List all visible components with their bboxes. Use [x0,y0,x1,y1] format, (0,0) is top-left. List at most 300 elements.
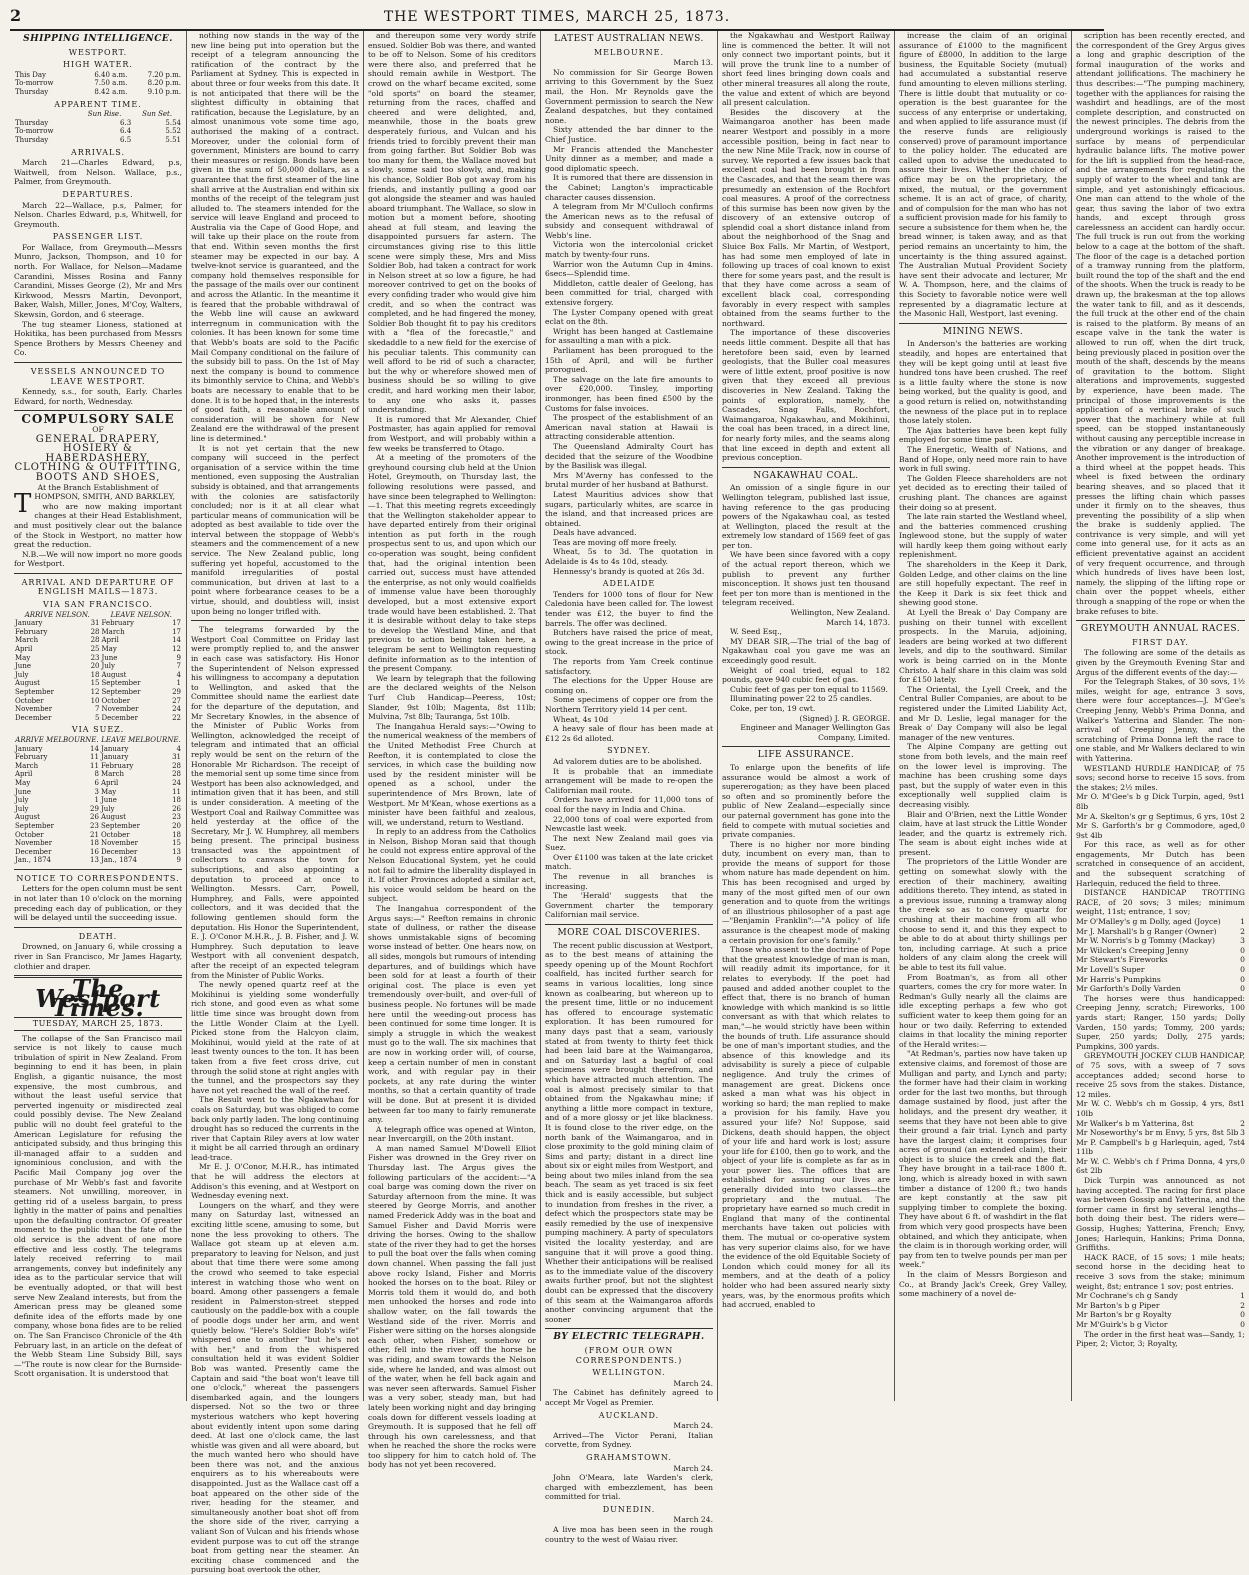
table-cell: September [101,679,141,688]
table-cell: January [100,753,129,762]
table-header-row [14,110,182,119]
column-4 [541,31,718,1544]
col3-para-7: The Inangahua correspondent of the Argus says:—" Reefton remains in chronic state of dullness, or rather the disease shows unmistakable signs of becoming worse instead of better. One hears now, on all sides, mongols but rumours of intending departures, and of buildings which have been sold for at least a fourth of their original cost. The place is even yet tremendously over-built, and over-full of business people. No fortunes will be made here until the weeding-out process has been continued for some time longer. It is simply a struggle in which the weakest must go to the wall. The six machines that are now in working order will, of course, keep a certain number of men in constant work, and with regular pay in their pockets, at any rate during the winter months, so that a certain quantity of trade will be done. But at present it is divided between far too many to fairly remunerate any. [368,904,536,1125]
table-cell: September [15,688,54,696]
table-cell: 9.10 p.m. [147,87,181,96]
table-cell: 8 [94,770,99,779]
col6-para-11: Blair and O'Brien, next the Little Wonder claim, have at last struck the Little Wonder leader, and the quartz is extremely rich. The seam is about eight inches wide at present. [899,809,1067,857]
ad-line-hosiery: HOSIERY & HABERDASHERY, [45,443,151,464]
column-5 [718,31,895,1401]
letter-place: Wellington, New Zealand. [790,608,890,618]
col5-para-5: We have been since favored with a copy of the actual report thereon, which we publish to prevent any further misconception. It shows just ten thousand feet per ton more than is mentioned in the telegram received. [722,550,890,608]
table-cell: 8.20 p.m. [147,79,181,88]
table-cell: 13 [90,856,99,865]
table-cell: 28 [172,770,181,779]
table-cell: February [15,753,48,762]
race-entrant: Mr Barton's br g Royalty [1076,1310,1172,1320]
table-cell: March [15,761,39,770]
ad-nb: N.B.—We will now import no more goods for Westport. [14,549,182,569]
col2-para-1: nothing now stands in the way of the new line being put into operation but the receipt of a telegram announcing the ratification of the contract by the Parliament at Sydney. This is expected in about three or four weeks from this date. It is not anticipated that there will be the slightest difficulty in obtaining that ratification, because the Legislature, by an almost unanimous vote some time ago, authorised the making of a contract. Moreover, under the colonial form of government, Ministers are bound to carry their measures or resign. Bonds have been given in the sum of 50,000 dollars, as a guarantee that the first steamer of the line shall arrive at the Australian end within six months of the receipt of the telegram just alluded to. The steamers intended for the service will leave England and proceed to Australia via the Cape of Good Hope, and will take up their place on the route from that end. Within seven months the first steamer may be expected in our bay. A twelve-knot service is guaranteed, and the company hold themselves responsible for the passage of the mails over our continent and across the Atlantic. In the meantime it is feared that the probable withdrawal of the Webb line will cause an awkward interregnum in communication with the colonies. It has been known for some time that Webb's boats are sold to the Pacific Mail Company conditional on the failure of the subsidy bill to pass. On the 1st of May next the company is bound to commence its bimonthly service to China, and Webb's boats are necessary to enable that to be done. It is to be hoped that, in the interests of good faith, a reasonable amount of consideration will be shown for New Zealand ere the withdrawal of the present line is determined." [191,31,359,443]
table-cell: May [15,653,31,662]
race-placing: 2 [1240,811,1245,821]
notice-heading: NOTICE TO CORRESPONDENTS. [16,873,180,883]
race-placing: 1 [1240,1099,1245,1109]
table-cell: 23 [90,821,99,830]
table-cell: March [15,636,39,645]
col4-para-9: The Lyster Company opened with great eclat on the 8th. [545,307,713,327]
suez-mail-table [14,736,182,865]
page-number: 2 [10,6,22,25]
col4-para-16: Latest Mauritius advices show that sugars, particularly whites, are scarce in the island, and that increased prices are obtained. [545,489,713,528]
col4-para-36: The recent public discussion at Westport, as to the best means of attaining the speedy opening up of the Mount Rochfort coalfield, has incited further search for seams in various localities, long since known as coalbearing, but whereon up to the present time, little or no inducement has offered to encourage systematic exploration. It has been rumoured for many days past that a seam, variously stated at from twenty to thirty feet thick had been laid bare at the Waimangaroa, and on Saturday last a bagful of coal specimens were brought therefrom, and which have attracted much attention. The coal is almost precisely similar to that obtained from the Ngakawhau mine; if anything a little more compact in texture, and of a more glossy or jet like blackness. It is found close to the river edge, on the north bank of the Waimangaroa, and in close proximity to the gold mining claim of Sims and party; distant in a direct line about six or eight miles from Westport, and being about two miles inland from the sea beach. The seam as yet traced is six feet thick and is easily accessible, but subject to inundation from freshes in the river, a defect which the prospectors state may be easily remedied by the use of inexpensive pumping machinery. A party of speculators visited the locality yesterday, and are sanguine that it will prove a good thing. Whether their anticipations will be realised as to the immediate value of the discovery awaits further proof, but not the slightest doubt can be expressed that the discovery of this seam at the Waimangaroa affords another convincing argument that the sooner [545,940,713,1324]
col6-para-9: The Oriental, the Lyell Creek, and the Central Buller Companies, are about to be registered under the Limited Liability Act, and Mr D. Leslie, legal manager for the Break o' Day Company will also be legal manager of the new ventures. [899,684,1067,742]
col4-para-7: Warrior won the Autumn Cup in 4mins. 6secs—Splendid time. [545,259,713,279]
race-result-row [1076,1128,1245,1138]
first-day-heading: FIRST DAY. [1132,637,1189,647]
col4-para-28: Ad valorem duties are to be abolished. [553,756,702,766]
col4-para-18: Teas are moving off more freely. [553,537,677,547]
race-placing: 2 [1240,926,1245,936]
table-cell: April [15,770,33,779]
table-cell: 6 [94,778,99,787]
table-cell: 31 [90,619,100,628]
col7-para-6: DISTANCE HANDICAP TROTTING RACE, of 20 sovs; 3 miles; minimum weight, 11st; entrance, 1 sov; [1076,888,1245,917]
table-cell: 10 [90,696,100,705]
race-placing: 0 [1240,1310,1245,1320]
grahamstown-text: John O'Meara, late Warden's clerk, charged with embezzlement, has been committed for trial. [545,1473,713,1502]
trotting-results [1076,917,1245,994]
col5-para-1: the Ngakawhau and Westport Railway line is commenced the better. It will not only connect two important points, but it will prove the trunk line to a number of short feed lines bringing down coals and other mineral treasures all along the route, the value and extent of which are beyond all present calculation. [722,31,890,108]
sf-mail-row [14,645,182,654]
race-entrant: Mr Garforth's Dolly Varden [1076,984,1181,994]
tug-text: The tug steamer Lioness, stationed at Hokitika, has been purchased from Messrs Spence Brothers by Messrs Cheeney and Co. [14,319,182,358]
col4-para-15: Mrs M'Averny has confessed to the brutal murder of her husband at Bathurst. [545,470,713,490]
col4-para-20: Hennessy's brandy is quoted at 26s 3d. [553,566,705,576]
table-cell: 20 [172,821,181,830]
via-suez-heading: VIA SUEZ. [71,725,125,735]
table-cell: May [100,787,117,796]
tide-row [14,71,182,80]
col7-para-9: Dick Turpin was announced as not having accepted. The racing for first place was between Gossip and Yatterina, and the former came in first by several lengths—both doing their best. The riders were—Gossip, Hughes; Yatterina, French; Envy, Jones; Harlequin, Hankins; Prima Donna, Griffiths. [1076,1176,1245,1253]
column-6 [895,31,1072,1401]
table-cell: 28 [90,636,100,645]
table-cell: September [101,688,141,696]
suez-mail-row [14,770,182,779]
race-placing: 3 [1240,1128,1245,1138]
table-cell: 11 [172,787,181,796]
table-cell: 6.40 a.m. [94,70,128,79]
col4-para-33: Over £1100 was taken at the late cricket match. [545,852,713,872]
mining-news-heading: MINING NEWS. [942,326,1024,337]
col4-para-1: No commission for Sir George Bowen arriving to this Government by the Suez mail, the Hon. Mr Reynolds gave the Government permission to search the New Zealand despatches, but they contained none. [545,67,713,125]
jockey-club-results [1076,1099,1245,1176]
dunedin-heading: DUNEDIN. [602,1504,656,1514]
mails-heading: ARRIVAL AND DEPARTURE OF ENGLISH MAILS—1873. [21,577,175,597]
col6-para-2: In Anderson's the batteries are working steadily, and hopes are entertained that they will be kept going until at least five hundred tons have been crushed. The reef is a little faulty where the stone is now being worked, but the quality is good, and a good return is relied on, notwithstanding the newness of the place put in to replace those lately stolen. [899,339,1067,426]
table-cell: 22 [172,713,181,722]
dunedin-date: March 24. [673,1515,713,1525]
suez-mail-row [14,796,182,805]
race-entrant: Mr J. Marshall's b g Ranger (Owner) [1076,926,1217,936]
race-placing: 0 [1240,955,1245,965]
wellington-heading: WELLINGTON. [592,1368,666,1378]
race-result-row [1076,927,1245,937]
table-cell: 25 [90,645,100,654]
table-cell: 24 [172,705,181,714]
col4-para-4: It is rumored that there are dissension in the Cabinet; Langton's impracticable character causes dissension. [545,173,713,202]
sf-mail-row [14,705,182,714]
table-cell: November [101,705,139,714]
arrivals-text: March 21—Charles Edward, p.s, Waitwell, from Nelson. Wallace, p.s., Palmer, from Greymouth. [14,158,182,187]
departures-heading: DEPARTURES. [62,189,134,199]
leader-text: The collapse of the San Francisco mail service is not likely to cause much tribulation of spirit in New Zealand. From beginning to end it has been, in plain English, a gigantic nuisance, the most expensive, the most cumbrous, and without the least useful service that perverted ingenuity or misdirected zeal could possibly devise. The New Zealand public will no doubt feel grateful to the American Legislature for refusing the anticipated subsidy, and thus bringing this ill-managed affair to a sudden and ignominious conclusion, and with the Pacific Mail Company jog over the purchase of Mr Webb's fast and favorite steamers. Not unwilling, moreover, in getting rid of a useless bargain, to press lightly in the matter of pains and penalties upon the defaulting contractor. Of greater moment to the public than the fate of the old service is the advent of one more effective and less costly. The telegrams lately received referring to mail arrangements, convey but indefinitely any idea as to the particular service that will be eventually adopted, or that will best serve New Zealand interests, but from the American press may be gleaned some definite idea of the efforts made by one company, whose bona fides are to be relied on. The San Francisco Chronicle of the 4th February last, in an article on the defeat of the Webb Steam Line Subsidy Bill, says—"The route is now clear for the Burnside-Scott organisation. It is understood that [14,1033,182,1379]
ad-firm: THOMPSON, SMITH, AND BARKLEY, [14,489,176,520]
suez-mail-row [14,813,182,822]
col5-para-3: The importance of these discoveries needs little comment. Despite all that has heretofore been said, even by learned geologists, that the Buller coal measures were of little extent, proof positive is now given that they exceed all previous discoveries in New Zealand. Taking the points of exploration, namely, the Cascades, Snag Falls, Rochfort, Waimangaroa, Ngakawhau, and Mokihinui, the coal has been traced, in a direct line, for nearly forty miles, and the seams along that line exceed in depth and extent all previous conception. [722,328,890,463]
table-cell: 3 [94,787,99,796]
death-heading: DEATH. [78,931,118,941]
port-heading: WESTPORT. [68,47,128,57]
tide-row [14,79,182,88]
table-cell: 1 [176,679,181,688]
col4-para-13: The prospect of the establishment of an American naval station at Hawaii is attracting considerable attention. [545,413,713,442]
col5-para-12: There is no higher nor more binding duty, incumbent on every man, than to provide the means of support for those whom nature has made dependent on him. This has been recognised and urged by many of the most gifted men of our own generation and to quote from the writings of an illustrious philosopher of a past age—"Benjamin Franklin":—"A policy of life assurance is the cheapest mode of making a certain provision for one's family." [722,839,890,945]
table-cell: 29 [90,804,99,813]
col4-para-21: Tenders for 1000 tons of flour for New Caledonia have been called for. The lowest tender was £12, the buyer to find the barrels. The offer was declined. [545,589,713,628]
table-cell: June [101,653,118,662]
table-cell: 8.42 a.m. [94,87,128,96]
table-cell: March [100,770,125,779]
col4-para-3: Mr Francis attended the Manchester Unity dinner as a member, and made a good diplomatic speech. [545,144,713,173]
col6-para-15: In the claim of Messrs Borgieson and Co., at Brandy Jack's Creek, Grey Valley, some machinery of a novel de- [899,1270,1067,1299]
table-cell: October [15,696,44,705]
sun-row [14,127,182,136]
column-3 [364,31,541,1470]
col7-para-1: scription has been recently erected, and the correspondent of the Grey Argus gives a long and graphic description of the formal inauguration of the works and attendant jollifications. The machinery he thus describes:—"The pumping machinery, together with the appliances for raising the washdirt and headlings, are of the most complete description, and constructed on the newest principles. The debris from the underground workings is raised to the surface by means of perpendicular hydraulic balance lifts. The motive power for the lift is supplied from the head-race, and the arrangements for regulating the supply of water to the wheel and tank are simple, and yet astonishingly efficacious. One man can attend to the whole of the gear, thus saving the labor of two extra hands, and except through gross carelessness an accident can hardly occur. The full truck is run out from the working below to a cage at the bottom of the shaft. The floor of the cage is a detached portion of a tramway running from the platform, built round the top of the shaft and the end of the shoots. When the truck is ready to be drawn up, the brakesman at the top allows the water tank to fill, and as it descends, the full truck at the other end of the chain is raised to the platform. By means of an escape valve in the tank the water is allowed to run off, when the dirt truck, being previously placed in position over the mouth of the shaft, descends by the means of gravitation to the bottom. Slight alterations and improvements, suggested by experience, have been made. The principal of those improvements is the application of a vertical brake of such power that the machinery while at full speed, can be stopped instantaneously without causing any perceptible increase in the vibration or any danger of breakage. Another improvement is the introduction of a third wheel at the poppet heads. This wheel is fixed between the ordinary bearing sheaves, and so placed that it presses the lifting chain which passes under it firmly on to the sheaves, thus preventing the possibility of a slip when the brake is suddenly applied. The contrivance is very simple, and will yet come into general use, for it acts as an efficient preventative against an accident of very frequent occurrence, and through which hundreds of lives have been lost, namely, the slipping of the lifting rope or chain over the poppet wheels, either through a snapping of the rope or when the brake refuses to bite. [1076,31,1245,616]
col4-para-34: The revenue in all branches is increasing. [545,872,713,891]
sf-mail-row [14,697,182,706]
col4-para-24: The elections for the Upper House are coming on. [545,676,713,695]
col3-para-1: and thereupon some very wordy strife ensued. Soldier Bob was there, and wanted to be off to Nelson. Some of his creditors were there also, and preferred that he should remain awhile in Westport. The crowd on the wharf became excited, some "old sports" on board the steamer, returning from the races, chaffed and cheered and were delighted, and, meanwhile, those in the boats grew desperately furious, and Vulcan and his friends tried to forcibly prevent their man from going farther. But Soldier Bob was too many for them, the Wallace moved but slowly, some said too slowly, and, making his chance, Soldier Bob got away from his friends, and instantly pulling a good oar got alongside the steamer and was hauled aboard triumphant. The Wallace, so slow in motion but a moment before, shooting ahead at full steam, and leaving the disappointed pursuers far astern. The circumstances giving rise to this little scene were simply these, Mrs and Miss Soldier Bob, had taken a contract for work in Nelson street at so low a figure, he had moreover contrived to get on the books of every confiding trader who would give him credit, and so when the contract was completed, and he had fingered the money, Soldier Bob thought fit to pay his creditors with a "flea of the forecastle," and skedaddle to a new field for the exercise of his peculiar talents. This community can well afford to be rid of such a character, but the why or wherefore showed men of business should be so willing to give credit, and hard working men their labor, to any one who asks it, passes understanding. [368,31,536,415]
hack-race-results [1076,1291,1245,1329]
table-cell: May [15,778,31,787]
table-cell: April [15,645,33,654]
table-cell: 11 [90,753,99,762]
table-cell: August [100,813,126,822]
col4-para-30: Orders have arrived for 11,000 tons of coal for the navy in India and China. [545,795,713,814]
wellington-text: The Cabinet has definitely agreed to accept Mr Vogel as Premier. [545,1388,713,1407]
shipping-heading: SHIPPING INTELLIGENCE. [23,34,173,44]
table-cell: March [101,627,125,636]
table-cell: September [15,821,54,830]
table-cell: October [100,830,130,839]
race-entrant: Mr Lovell's Super [1076,965,1145,974]
table-cell: 20 [90,662,100,671]
table-cell: September [100,821,140,830]
col6-para-4: The Energetic, Wealth of Nations, and Band of Hope, only need more rain to have work in full swing. [899,444,1067,474]
table-cell: August [101,670,127,679]
race-placing: 3 [1240,936,1245,946]
race-result-row [1076,792,1245,811]
paper-title: The Westport Times. [35,974,161,1023]
col3-para-4: We learn by telegraph that the following are the declared weights of the Nelson Turf Club Handicap—Peeress, 10st; Slander, 9st 10lb; Magenta, 8st 11lb; Mulvina, 7st 8lb; Tauranga, 5st 10lb. [368,673,536,722]
sf-mail-row [14,654,182,663]
col7-para-7: The horses were thus handicapped: Creeping Jenny, scratch; Fireworks, 100 yards start; Ranger, 150 yards; Dolly Varden, 150 yards; Tommy, 200 yards; Super, 250 yards; Dolly, 275 yards; Pumpkins, 300 yards. [1076,993,1245,1051]
column-7 [1072,31,1249,1401]
via-sf-heading: VIA SAN FRANCISCO. [43,600,153,610]
race-placing: 4 [1240,1137,1245,1147]
table-cell: Thursday [15,135,49,144]
ad-line-drapery: GENERAL DRAPERY, [35,433,161,445]
sf-mail-row [14,662,182,671]
table-cell: 24 [172,778,181,787]
col3-para-9: A man named Samuel M'Dowell Elliot Fisher was drowned in the Grey river on Thursday last. The Argus gives the following particulars of the accident:—"A coal barge was coming down the river on Saturday afternoon from the mine. It was steered by George Morris, and another named Frederick Addy was in the boat and Samuel Fisher and David Morris were driving the horses. Owing to the shallow state of the river they had to get the horses to pull the boat over the falls when coming down channel. When passing the fall just above rocky Island, Fisher and Morris hooked the horses on to the boat. Riley or Morris told them it would do, and both men unhooked the horses and rode into shallow water, on the fall towards the Westland side of the river. Morris and Fisher were sitting on the horses alongside each other, when Fisher, somehow or other, fell into the river off the horse he was riding, and swam towards the Nelson side, where he landed, and was almost out of the water, when he fell back again and was never seen afterwards. Samuel Fisher was a very sober, steady man, but had lately been working night and day bringing coals down for different vessels loading at Greymouth. It is supposed that he fell off through his own carelessness, and that when he reached the shore the rocks were too slippery for him to catch hold of. The body has not yet been recovered. [368,1143,536,1470]
table-cell: 5.54 [165,118,181,127]
race-entrant: Mr Noseworthy's br m Envy, 5 yrs, 8st 5lb [1076,1128,1239,1138]
table-cell: 11 [90,761,99,770]
race-placing: 0 [1240,965,1245,974]
col4-para-22: Butchers have raised the price of meat, owing to the great increase in the price of stock. [545,628,713,657]
race-result-row [1076,965,1245,975]
col4-para-27: A heavy sale of flour has been made at £12 2s 6d alloted. [545,724,713,743]
race-result-row [1076,936,1245,946]
passenger-text: For Wallace, from Greymouth—Messrs Munro, Jackson, Thompson, and 10 for north. For Wallace, for Nelson—Madame Carandini, Misses Rosina and Fanny Carandini, Misses George (2), Mr and Mrs Kirkwood, Messrs Martin, Devonport, Baker, Walsh, Miller, Jones, M'Coy, Walters, Skewsin, Gordon, and 6 steerage. [14,242,182,320]
apparent-time-heading: APPARENT TIME. [54,99,142,109]
table-cell: January [15,744,43,753]
auckland-heading: AUCKLAND. [598,1410,660,1420]
table-cell: 7.20 p.m. [147,70,181,79]
table-cell: February [100,761,134,770]
col5-para-4: An omission of a single figure in our Wellington telegram, published last issue, having reference to the gas producing powers of the Ngakawhau coal, as tested at Wellington, placed the result at the extremely low standard of 1569 feet of gas per ton. [722,483,890,550]
suez-mail-row [14,753,182,762]
race-result-row [1076,1119,1245,1129]
table-cell: February [15,627,48,636]
ad-of: OF [92,424,104,434]
col4-para-26: Wheat, 4s 10d [553,714,609,724]
departures-text: March 22—Wallace, p.s, Palmer, for Nelson. Charles Edward, p.s, Whitwell, for Greymouth. [14,200,182,229]
races-heading: GREYMOUTH ANNUAL RACES. [1080,624,1241,635]
race-result-row [1076,1099,1245,1118]
auckland-date: March 24. [673,1421,713,1431]
table-cell: June [15,662,31,671]
table-cell: January [100,744,129,753]
col7-para-10: HACK RACE, of 15 sovs; 1 mile heats; second horse in the deciding heat to receive 3 sovs from the stake; minimum weight, 8st; entrance 1 sov; post entries. [1076,1252,1245,1291]
table-cell: 5.52 [165,127,181,136]
col7-para-5: For this race, as well as for other engagements, Mr Dutch has been scratched in consequence of an accident, and the subsequent scratching of Harlequin, reduced the field to three. [1076,840,1245,888]
col6-para-1: increase the claim of an original assurance of £1000 to the magnificent figure of £8000, In addition to the large business, the Equitable Society (mutual) had accumulated a substantial reserve fund amounting to eleven millions sterling. There is little doubt that mutuality or co-operation is the best guarantee for the success of any enterprise or undertaking, and when applied to life assurance must (if the reserve funds are religiously conserved) prove of paramount importance to the policy holder. The educated are called upon to advise the uneducated to assure their lives. Whether the choice of office may be on the proprietary, the mixed, the mutual, or the government scheme. It is an act of grace, of charity, and of compulsion for the man who has not a sufficient provision made for his family to secure a subsistence for them when he, the bread winner, is taken away, and as that period remains an uncertainty to him, the uncertainty is the thing assured against. The Australian Mutual Provident Society have sent their advocate and lecturer, Mr W. A. Thompson, here, and the claims of this Society to favorable notice were well represented by a diagramatic lecture at the Masonic Hall, Westport, last evening. [899,31,1067,319]
race-placing: 1 [1240,917,1245,927]
table-cell: 9 [176,856,181,865]
sf-mail-row [14,636,182,645]
table-cell: 15 [172,839,181,848]
table-header-cell: ARRIVE MELBOURNE. [15,735,99,744]
race-entrant: Mr Barton's b g Piper [1076,1300,1160,1310]
col6-para-7: The shareholders in the Keep it Dark, Golden Ledge, and other claims on the line are still hopefully expectant. The reef in the Keep it Dark is six feet thick and shewing good stone. [899,560,1067,608]
table-cell: 6.4 [120,127,132,136]
table-cell: July [15,804,29,813]
col6-para-13: From Boatman's, as from all other quarters, comes the cry for more water. In Redman's Gully nearly all the claims are idle excepting perhaps a few who got sufficient water to keep them going for an hour or two daily. Referring to extended claims in that locality the mining reporter of the Herald writes:— [899,972,1067,1049]
letter-date: March 14, 1873. [826,617,890,627]
race-result-row [1076,812,1245,822]
race-entrant: Mr Cochrane's ch g Sandy [1076,1291,1178,1301]
tide-table [14,71,182,97]
table-cell: June [15,787,31,796]
table-cell: To-morrow [15,127,54,136]
suez-mail-row [14,839,182,848]
table-cell: 7 [176,662,181,671]
race-placing: 0 [1240,974,1245,984]
col7-para-3: For the Telegraph Stakes, of 30 sovs, 1½ miles, weight for age, entrance 3 sovs, there were four acceptances—J. M'Gee's Creeping Jenny, Webb's Prima Donna, and Walker's Yatterina and Slander. The non-arrival of Creeping Jenny, and the scratching of Prima Donna left the race to one stable, and Mr Walkers declared to win with Yatterina. [1076,677,1245,763]
wellington-date: March 24. [673,1378,713,1388]
table-cell: 6.5 [120,135,132,144]
col5-para-10: Coke, per ton, 19 cwt. [730,703,816,713]
dunedin-text: A live moa has been seen in the rough country to the west of Waiau river. [545,1525,713,1544]
table-cell: 27 [172,696,181,705]
table-cell: December [15,713,52,722]
table-cell: 4 [176,744,181,753]
race-placing: 0 [1240,945,1245,955]
sf-mail-row [14,714,182,723]
arrivals-heading: ARRIVALS. [70,147,126,157]
table-cell: November [15,839,53,848]
sydney-heading: SYDNEY. [607,746,651,756]
auckland-text: Arrived—The Victor Perani, Italian corvette, from Sydney. [545,1430,713,1450]
col4-para-29: It is probable that an immediate arrangement will be made to re-open the Californian mail route. [545,766,713,795]
col6-para-8: At Lyell the Break o' Day Company are pushing on their tunnel with excellent prospects. In the Maruia, adjoining, leaders are being worked at two different levels, and dip to the southward. Similar work is being carried on in the Monte Christo. A half share in this claim was sold for £150 lately. [899,608,1067,685]
grahamstown-heading: GRAHAMSTOWN. [586,1452,672,1462]
table-cell: 17 [172,627,181,636]
adelaide-heading: ADELAIDE [602,579,656,589]
table-cell: August [15,679,40,688]
col2-para-6: Mr E. J. O'Conor, M.H.R., has intimated that he will address the electors at Addison's this evening, and at Westport on Wednesday evening next. [191,1162,359,1201]
sf-mail-row [14,628,182,637]
race-placing: 0 [1240,1319,1245,1329]
col5-para-9: Illuminating power 22 to 25 candles. [730,694,872,704]
col5-para-11: To enlarge upon the benefits of life assurance would be almost a work of supererogation; as they have been placed so often and so prominently before the public of New Zealand—especially since our paternal government has gone into the field to compete with mutual societies and private companies. [722,762,890,840]
col3-para-2: It is rumored that Mr Alexander, Chief Postmaster, has again applied for removal from Westport, and will probably within a few weeks be transferred to Otago. [368,414,536,453]
col4-para-23: The reports from Yam Creek continue satisfactory. [545,657,713,676]
col4-para-35: The 'Herald' suggests that the Government charter the temporary Californian mail service. [545,891,713,920]
col2-para-5: The Result went to the Ngakawhau for coals on Saturday, but was obliged to come back only partly laden. The long continuing drought has so reduced the currents in the river that Captain Riley avers at low water it might be all carried through an ordinary lead-trace. [191,1095,359,1162]
table-header-cell: ARRIVE NELSON. [24,610,90,619]
table-cell: 29 [172,688,181,696]
table-cell: November [100,839,138,848]
table-cell: April [101,636,119,645]
table-cell: May [101,645,117,654]
table-cell: Thursday [15,118,49,127]
col3-para-5: The Inangahua Herald says:—"Owing to the numerical weakness of the members of the United Methodist Free Church at Reefton, it is contemplated to close the services, in which case the building now used by the resident minister will be opened as a school, under the superintendence of Mrs Brown, late of Westport. Mr M'Kean, whose exertions as a minister have been faithful and zealous, will, we understand, return to Westland. [368,721,536,827]
table-cell: 5.51 [165,135,181,144]
table-cell: October [101,696,131,705]
race-entrant: Mr S. Garforth's br g Commodore, aged, 9st 4lb [1076,821,1241,840]
suez-mail-row [14,762,182,771]
sf-mail-row [14,688,182,697]
suez-mail-row [14,779,182,788]
table-cell: 15 [90,679,100,688]
suez-mail-row [14,788,182,797]
table-cell: To-morrow [15,79,54,88]
table-cell: August [15,813,40,822]
table-cell: This Day [15,70,46,79]
race-result-row [1076,917,1245,927]
col3-para-3: At a meeting of the promoters of the greyhound coursing club held at the Union Hotel, Greymouth, on Thursday last, the following resolutions were passed, and have since been telegraphed to Wellington:—1. That this meeting regrets exceedingly that the Wellington stakeholder appear to have departed entirely from their original intention as put forth in the rough prospectus sent to us, and upon which our co-operation was sought, being confident that, had the original intention been carried out, success must have attended the enterprise, as not only would coalfields of immense value have been thoroughly developed, but a most extensive export trade would have been established. 2. That it is desirable without delay to take steps to develop the Westland Mine, and that previous to action being taken here, a telegram be sent to Wellington requesting definite information as to the intention of the present Company. [368,453,536,674]
table-cell: December [15,847,52,856]
col7-para-4: WESTLAND HURDLE HANDICAP, of 75 sovs; second horse to receive 15 sovs. from the stakes; 2½ miles. [1076,763,1245,792]
table-cell: 28 [172,761,181,770]
ad-heading: COMPULSORY SALE [21,412,175,427]
grahamstown-date: March 24. [673,1463,713,1473]
table-cell: Jan., 1874 [100,856,137,865]
race-placing: 2 [1240,1300,1245,1310]
col2-para-2: It is not yet certain that the new company will succeed in the perfect organisation of a service within the time mentioned, even supposing the Australian subsidy is obtained, and that arrangements with the colonies are satisfactorily concluded; nor is it at all clear what particular means of communication will be adopted as best available to tide over the interval between the stoppage of Webb's steamers and the commencement of a new service. The New Zealand public, long suffering yet hopeful, accustomed to the manifold irregularities of postal communication, but driven at last to a point where forbearance ceases to be a virtue, should, and doubtless will, insist upon being no longer trifled with. [191,443,359,616]
col4-para-25: Some specimens of copper ore from the Northern Territory yield 14 per cent. [545,695,713,714]
more-coal-heading: MORE COAL DISCOVERIES. [557,928,701,939]
col6-para-3: The Ajax batteries have been kept fully employed for some time past. [899,425,1067,445]
race-entrant: Mr O. M'Gee's b g Dick Turpin, aged, 9st 8lb [1076,792,1241,811]
col3-para-6: In reply to an address from the Catholics in Nelson, Bishop Moran said that though he could not express entire approval of the Nelson Educational System, yet he could not fail to admire the liberality displayed in it. If other Provinces adopted a similar act, his voice would seldom be heard on the subject. [368,827,536,904]
race-entrant: Mr Wilcken's Creeping Jenny [1076,945,1189,955]
suez-mail-row [14,822,182,831]
sf-mail-row [14,679,182,688]
table-cell: 4 [176,670,181,679]
table-cell: 18 [90,839,99,848]
race-result-row [1076,821,1245,840]
table-header-cell: LEAVE NELSON. [110,610,172,619]
telegraph-heading: BY ELECTRIC TELEGRAPH. [553,1332,705,1343]
table-header-cell [14,110,77,119]
table-cell: 16 [90,847,99,856]
ad-body: who are now making important changes at their Head Establishment, and must positively clear out the balance of the Stock in Westport, no matter how great the reduction. [14,501,182,550]
letter-to: W. Seed Esq., [730,627,782,637]
col2-para-3: The telegrams forwarded by the Westport Coal Committee on Friday last were promptly replied to, and the answer in each case was satisfactory. His Honor the Superintendent of Nelson expressed his willingness to accompany a deputation to Wellington, and asked that the Committee should name the earliest date for the departure of the deputation, and Mr Secretary Knowles, in the absence of the Minister of Public Works from Wellington, acknowledged the receipt of telegram and intimated that an official reply would be sent on the return of the Honorable Mr Richardson. The receipt of the memorial sent up some time since from Westport has been also acknowledged, and intimation given that it has been, and still is under consideration. A meeting of the Westport Coal and Railway Committee was held yesterday at the office of the Secretary, Mr J. W. Humphrey, all members being present. The principal business transacted was the appointment of collectors to canvass the town for subscriptions, and also appointing a deputation to proceed at once to Wellington. Messrs. Carr, Powell, Humphrey, and Falls, were appointed collectors, and it was decided that the following gentlemen should form the deputation. His Honor the Superintendent, E. J. O'Conor M.H.R., J. B. Fisher, and J. W. Humphrey. Such deputation to leave Westport with all convenient despatch, after the receipt of an expected telegram from the Minister of Public Works. [191,625,359,980]
table-cell: 18 [90,670,100,679]
hurdle-results [1076,792,1245,840]
col4-para-32: The next New Zealand mail goes via Suez. [545,833,713,853]
col4-para-11: Parliament has been prorogued to the 15th of April, and will be further prorogued. [545,346,713,375]
table-cell: 12 [172,645,181,654]
table-cell: February [101,619,134,628]
suez-mail-row [14,805,182,814]
suez-mail-row [14,831,182,840]
table-cell: 18 [172,796,181,805]
race-entrant: Mr W. C. Webb's ch f Prima Donna, 4 yrs, 6st 2lb [1076,1156,1241,1176]
table-header-cell: Sun Rise. [87,110,122,119]
race-placing: 1 [1240,1291,1245,1301]
ngakawhau-coal-heading: NGAKAWHAU COAL. [753,470,859,481]
table-cell: 26 [90,813,99,822]
table-cell: January [15,619,43,628]
column-2 [187,31,364,1575]
table-cell: July [101,662,115,671]
race-entrant: Mr O'Malley's g m Dolly, aged (Joyce) [1076,917,1221,927]
notice-text: Letters for the open column must be sent in not later than 10 o'clock on the morning preceding each day of publication, or they will be delayed until the succeeding issue. [14,884,182,923]
latest-news-heading: LATEST AUSTRALIAN NEWS. [554,34,704,44]
table-header-cell: Sun Set. [142,110,173,119]
col4-para-31: 22,000 tons of coal were exported from Newcastle last week. [545,814,713,834]
col6-para-6: The late rain started the Westland wheel, and the batteries commenced crushing Inglewood stone, but the supply of water will hardly keep them going without early replenishment. [899,512,1067,560]
table-cell: October [15,830,44,839]
race-result-row [1076,1138,1245,1157]
suez-mail-row [14,745,182,754]
telegraph-subheading: (FROM OUR OWN CORRESPONDENTS.) [575,1345,683,1365]
table-cell: July [15,670,29,679]
race-result-row [1076,984,1245,994]
table-cell: 12 [90,688,100,696]
table-cell: July [15,796,29,805]
col5-para-7: Weight of coal tried, equal to 182 pounds, gave 940 cubic feet of gas. [722,665,890,685]
col4-para-5: A telegram from Mr M'Culloch confirms the American news as to the refusal of subsidy and consequent withdrawal of Webb's line. [545,202,713,240]
col4-para-12: The salvage on the late fire amounts to over £20,000. Tinsley, importing ironmonger, has been fined £500 by the Customs for false invoices. [545,374,713,413]
